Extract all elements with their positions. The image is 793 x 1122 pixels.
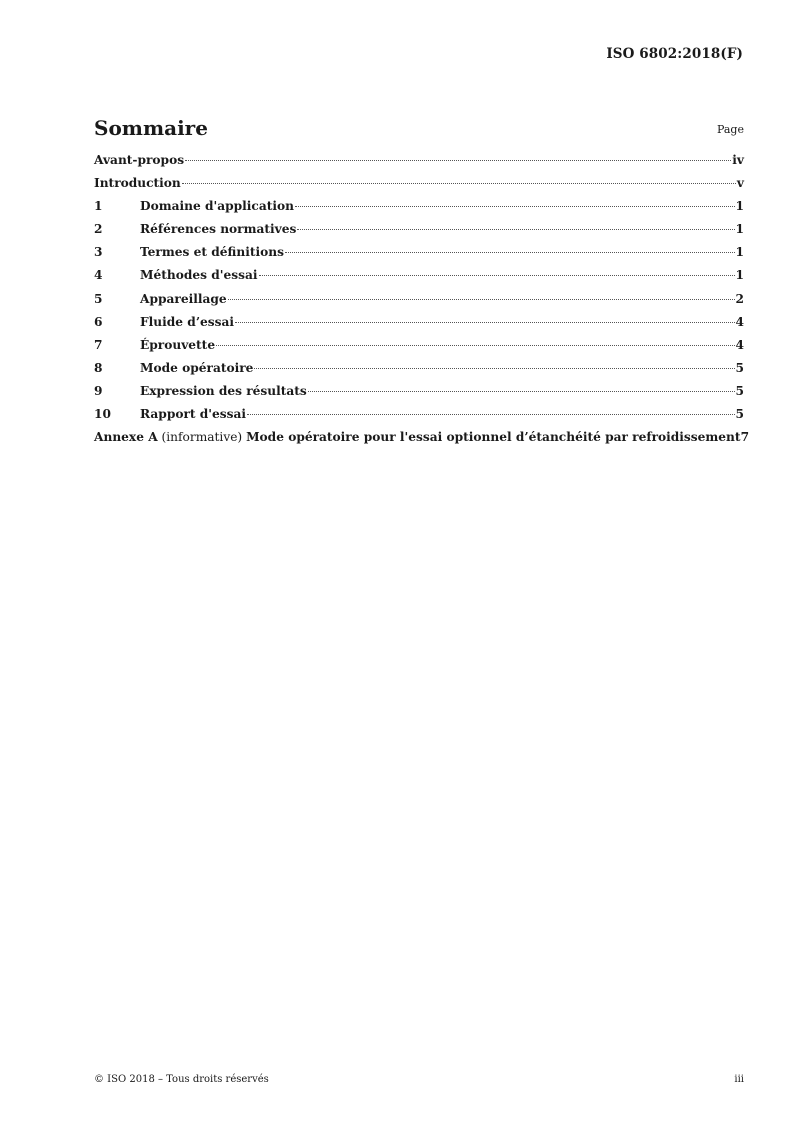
toc-leader xyxy=(285,252,735,253)
toc-entry-title: Références normatives xyxy=(140,222,297,237)
toc-leader xyxy=(259,275,735,276)
toc-entry-title: Fluide d’essai xyxy=(140,314,235,329)
toc-entry-page: 5 xyxy=(735,407,744,422)
copyright-notice: © ISO 2018 – Tous droits réservés xyxy=(94,1074,269,1085)
toc-entry-4[interactable] xyxy=(94,268,744,291)
toc-entry-title: Appareillage xyxy=(140,291,227,306)
toc-entry-page: 4 xyxy=(735,314,744,329)
toc-entry-number: 1 xyxy=(94,199,103,214)
page-number: iii xyxy=(734,1074,744,1085)
toc-entry-3[interactable] xyxy=(94,245,744,268)
page-title: Sommaire xyxy=(94,116,208,140)
table-of-contents xyxy=(94,153,750,453)
toc-entry-number: 5 xyxy=(94,291,103,306)
toc-entry-7[interactable] xyxy=(94,338,744,361)
toc-leader xyxy=(228,299,735,300)
toc-entry-page: 2 xyxy=(735,291,744,306)
toc-entry-9[interactable] xyxy=(94,384,744,407)
toc-entry-6[interactable] xyxy=(94,315,744,338)
toc-leader xyxy=(297,229,734,230)
toc-entry-page: 5 xyxy=(735,360,744,375)
toc-leader xyxy=(247,414,734,415)
toc-entry-title: Avant-propos xyxy=(94,153,185,167)
document-id: ISO 6802:2018(F) xyxy=(606,46,743,62)
toc-leader xyxy=(254,368,734,369)
toc-entry-page: 1 xyxy=(735,268,744,283)
toc-entry-number: 6 xyxy=(94,314,103,329)
toc-entry-8[interactable] xyxy=(94,361,744,384)
toc-leader xyxy=(182,183,736,184)
toc-leader xyxy=(216,345,734,346)
toc-entry-number: 3 xyxy=(94,245,103,260)
toc-entry-page: 7 xyxy=(740,430,750,445)
toc-entry-10[interactable] xyxy=(94,407,744,430)
toc-header xyxy=(94,112,744,140)
toc-leader xyxy=(295,206,735,207)
toc-entry-page: 1 xyxy=(735,199,744,214)
toc-entry-page: 4 xyxy=(735,337,744,352)
annex-type: (informative) xyxy=(161,430,243,445)
toc-leader xyxy=(235,322,734,323)
toc-entry-introduction[interactable] xyxy=(94,176,744,199)
toc-entry-page: v xyxy=(736,176,744,191)
toc-entry-number: 9 xyxy=(94,383,103,398)
page-column-label: Page xyxy=(716,123,744,136)
toc-leader xyxy=(308,391,735,392)
toc-entry-2[interactable] xyxy=(94,222,744,245)
toc-entry-5[interactable] xyxy=(94,292,744,315)
toc-entry-title: Éprouvette xyxy=(140,337,216,352)
toc-entry-title: Introduction xyxy=(94,176,181,191)
toc-entry-number: 10 xyxy=(94,407,111,422)
toc-entry-page: 1 xyxy=(735,245,744,260)
toc-entry-title: Termes et définitions xyxy=(140,245,284,260)
toc-entry-title: Méthodes d'essai xyxy=(140,268,258,283)
toc-entry-annex-a[interactable] xyxy=(94,430,750,453)
toc-entry-title: Domaine d'application xyxy=(140,199,294,214)
toc-entry-number: 4 xyxy=(94,268,103,283)
toc-entry-page: 5 xyxy=(735,383,744,398)
toc-entry-number: 7 xyxy=(94,337,103,352)
toc-entry-page: iv xyxy=(732,153,744,167)
toc-entry-avant-propos[interactable] xyxy=(94,153,744,176)
annex-title: Mode opératoire pour l'essai optionnel d’étanchéité par refroidissement xyxy=(246,430,741,445)
toc-entry-title: Expression des résultats xyxy=(140,383,307,398)
annex-label: Annexe A xyxy=(94,430,158,445)
toc-entry-number: 2 xyxy=(94,222,103,237)
toc-entry-title: Mode opératoire xyxy=(140,360,254,375)
toc-entry-1[interactable] xyxy=(94,199,744,222)
toc-leader xyxy=(185,160,731,161)
toc-entry-title: Rapport d'essai xyxy=(140,407,247,422)
toc-entry-number: 8 xyxy=(94,360,103,375)
toc-entry-page: 1 xyxy=(735,222,744,237)
